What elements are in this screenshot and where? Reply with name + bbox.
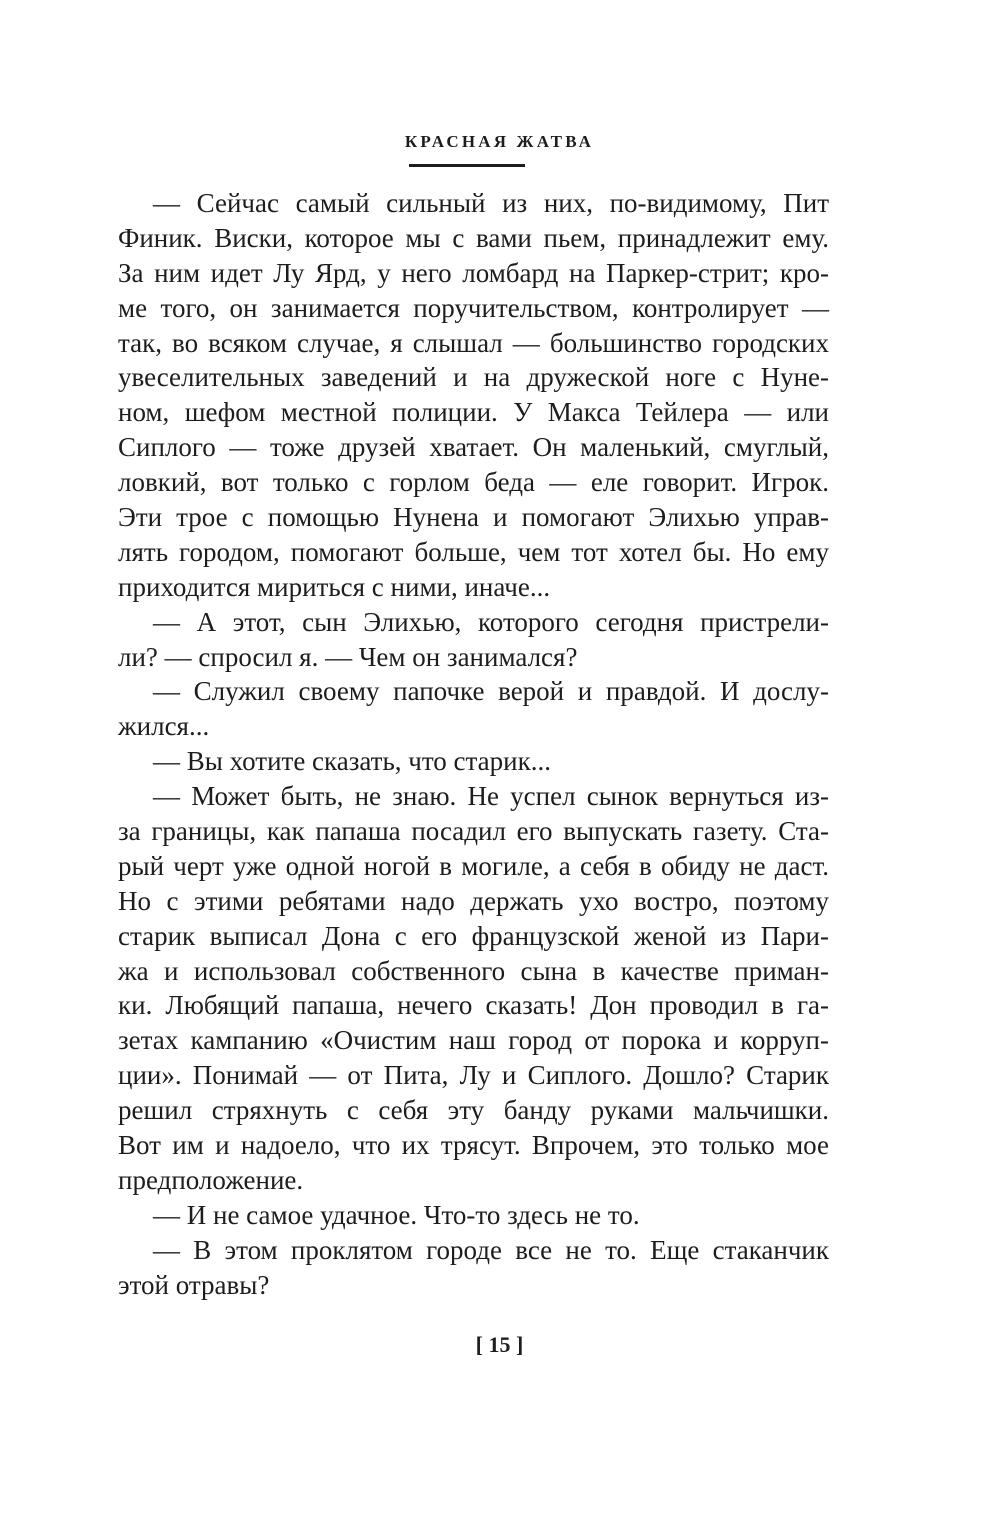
text-line: рый черт уже одной ногой в могиле, а себя в обиду не даст. bbox=[118, 850, 829, 881]
text-line: Вот им и надоело, что их трясут. Впрочем, это только мое bbox=[118, 1130, 829, 1161]
body-text bbox=[118, 186, 829, 1303]
text-line: Финик. Виски, которое мы с вами пьем, принадлежит ему. bbox=[118, 222, 829, 253]
text-line: ки. Любящий папаша, нечего сказать! Дон проводил в га- bbox=[118, 990, 829, 1021]
text-line: За ним идет Лу Ярд, у него ломбард на Паркер-стрит; кро- bbox=[118, 257, 829, 288]
running-head-rule bbox=[409, 164, 525, 167]
text-line: зетах кампанию «Очистим наш город от порока и корруп- bbox=[118, 1025, 829, 1056]
text-line: — Может быть, не знаю. Не успел сынок вернуться из- bbox=[153, 781, 829, 812]
text-line: жа и использовал собственного сына в качестве приман- bbox=[118, 955, 829, 986]
text-line: ном, шефом местной полиции. У Макса Тейлера — или bbox=[118, 397, 829, 428]
text-line: так, во всяком случае, я слышал — большинство городских bbox=[118, 327, 829, 358]
text-line: Сиплого — тоже друзей хватает. Он маленький, смуглый, bbox=[118, 432, 829, 463]
text-line: ловкий, вот только с горлом беда — еле говорит. Игрок. bbox=[118, 467, 829, 498]
running-head bbox=[0, 131, 999, 153]
text-line: этой отравы? bbox=[118, 1269, 270, 1300]
text-line: увеселительных заведений и на дружеской ноге с Нуне- bbox=[118, 362, 829, 393]
text-line: лять городом, помогают больше, чем тот хотел бы. Но ему bbox=[118, 536, 829, 567]
text-line: ли? — спросил я. — Чем он занимался? bbox=[118, 641, 578, 672]
text-line: — А этот, сын Элихью, которого сегодня пристрели- bbox=[153, 606, 829, 637]
text-line: жился... bbox=[118, 711, 210, 742]
text-line: ции». Понимай — от Пита, Лу и Сиплого. Дошло? Старик bbox=[118, 1060, 829, 1091]
text-line: — В этом проклятом городе все не то. Еще стаканчик bbox=[153, 1234, 829, 1265]
text-line: старик выписал Дона с его французской женой из Пари- bbox=[118, 920, 829, 951]
text-line: приходится мириться с ними, иначе... bbox=[118, 571, 551, 602]
page-number: [ 15 ] bbox=[475, 1332, 524, 1357]
text-line: за границы, как папаша посадил его выпускать газету. Ста- bbox=[118, 816, 829, 847]
text-line: Но с этими ребятами надо держать ухо востро, поэтому bbox=[118, 885, 829, 916]
text-line: Эти трое с помощью Нунена и помогают Элихью управ- bbox=[118, 502, 829, 533]
text-line: решил стряхнуть с себя эту банду руками мальчишки. bbox=[118, 1095, 829, 1126]
text-line: — И не самое удачное. Что-то здесь не то. bbox=[153, 1199, 640, 1230]
text-line: предположение. bbox=[118, 1164, 304, 1195]
text-line: — Служил своему папочке верой и правдой. И дослу- bbox=[153, 676, 829, 707]
text-line: — Сейчас самый сильный из них, по-видимому, Пит bbox=[153, 188, 829, 218]
text-line: — Вы хотите сказать, что старик... bbox=[153, 746, 551, 777]
text-line: ме того, он занимается поручительством, контролирует — bbox=[118, 292, 829, 323]
running-title: КРАСНАЯ ЖАТВА bbox=[404, 132, 595, 151]
